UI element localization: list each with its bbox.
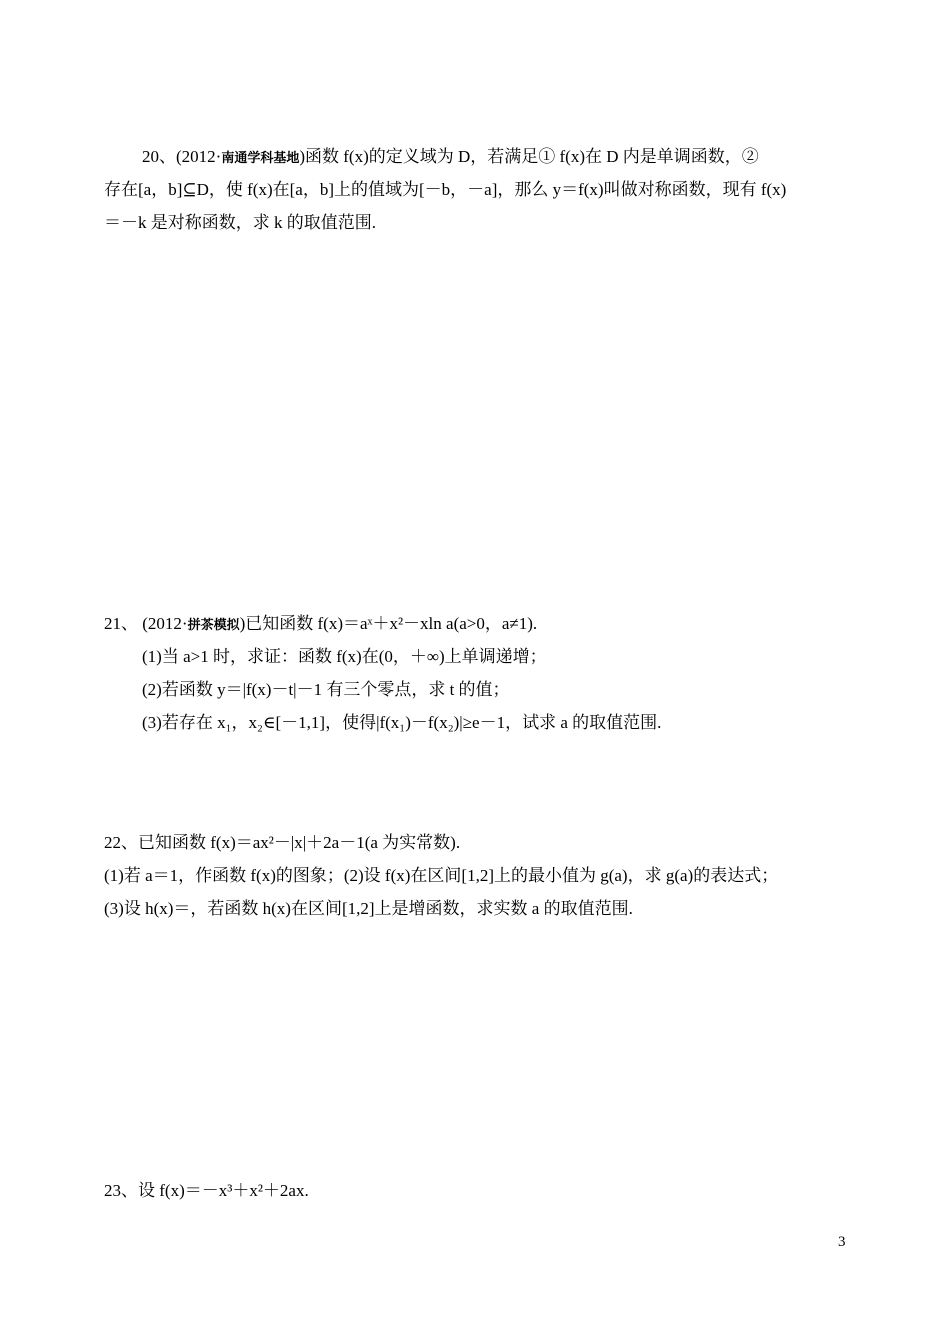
- page-number: 3: [838, 1234, 846, 1250]
- source-label: 拼茶模拟: [187, 618, 240, 633]
- problem-21-line-1: [104, 613, 537, 637]
- problem-21-line-4: [142, 712, 661, 734]
- problem-20-line-1: [142, 146, 759, 170]
- problem-21-line-3: [142, 679, 510, 701]
- text-segment: (1)当 a>1 时，求证：函数 f(x)在(0，＋∞)上单调递增；: [142, 647, 547, 666]
- text-segment: (3)设 h(x)＝，若函数 h(x)在区间[1,2]上是增函数，求实数 a 的取值范围.: [104, 899, 633, 918]
- text-segment: 23、设 f(x)＝－x³＋x²＋2ax.: [104, 1181, 309, 1200]
- problem-22-line-2: [104, 865, 778, 887]
- text-segment: 21、 (2012·: [104, 614, 188, 633]
- text-segment: 存在[a，b]⊆D，使 f(x)在[a，b]上的值域为[－b，－a]，那么 y＝f(x)叫做对称函数，现有 f(x): [104, 180, 787, 199]
- problem-21-line-2: [142, 646, 547, 668]
- problem-20-line-2: [104, 179, 786, 201]
- text-segment: (3)若存在 x₁，x₂∈[－1,1]，使得|f(x₁)－f(x₂)|≥e－1，试求 a 的取值范围.: [142, 713, 662, 732]
- text-segment: 20、(2012·: [142, 147, 222, 166]
- problem-23-line-1: [104, 1180, 309, 1202]
- text-segment: )函数 f(x)的定义域为 D，若满足① f(x)在 D 内是单调函数，②: [299, 147, 759, 166]
- text-segment: ＝－k 是对称函数，求 k 的取值范围.: [104, 213, 376, 232]
- text-segment: (2)若函数 y＝|f(x)－t|－1 有三个零点，求 t 的值；: [142, 680, 510, 699]
- problem-20-line-3: [104, 212, 376, 234]
- problem-22-line-3: [104, 898, 633, 920]
- text-segment: )已知函数 f(x)＝aˣ＋x²－xln a(a>0，a≠1).: [239, 614, 538, 633]
- text-segment: 22、已知函数 f(x)＝ax²－|x|＋2a－1(a 为实常数).: [104, 833, 461, 852]
- problem-22-line-1: [104, 832, 460, 854]
- source-label: 南通学科基地: [221, 151, 300, 166]
- text-segment: (1)若 a＝1，作函数 f(x)的图象；(2)设 f(x)在区间[1,2]上的最小值为 g(a)，求 g(a)的表达式；: [104, 866, 779, 885]
